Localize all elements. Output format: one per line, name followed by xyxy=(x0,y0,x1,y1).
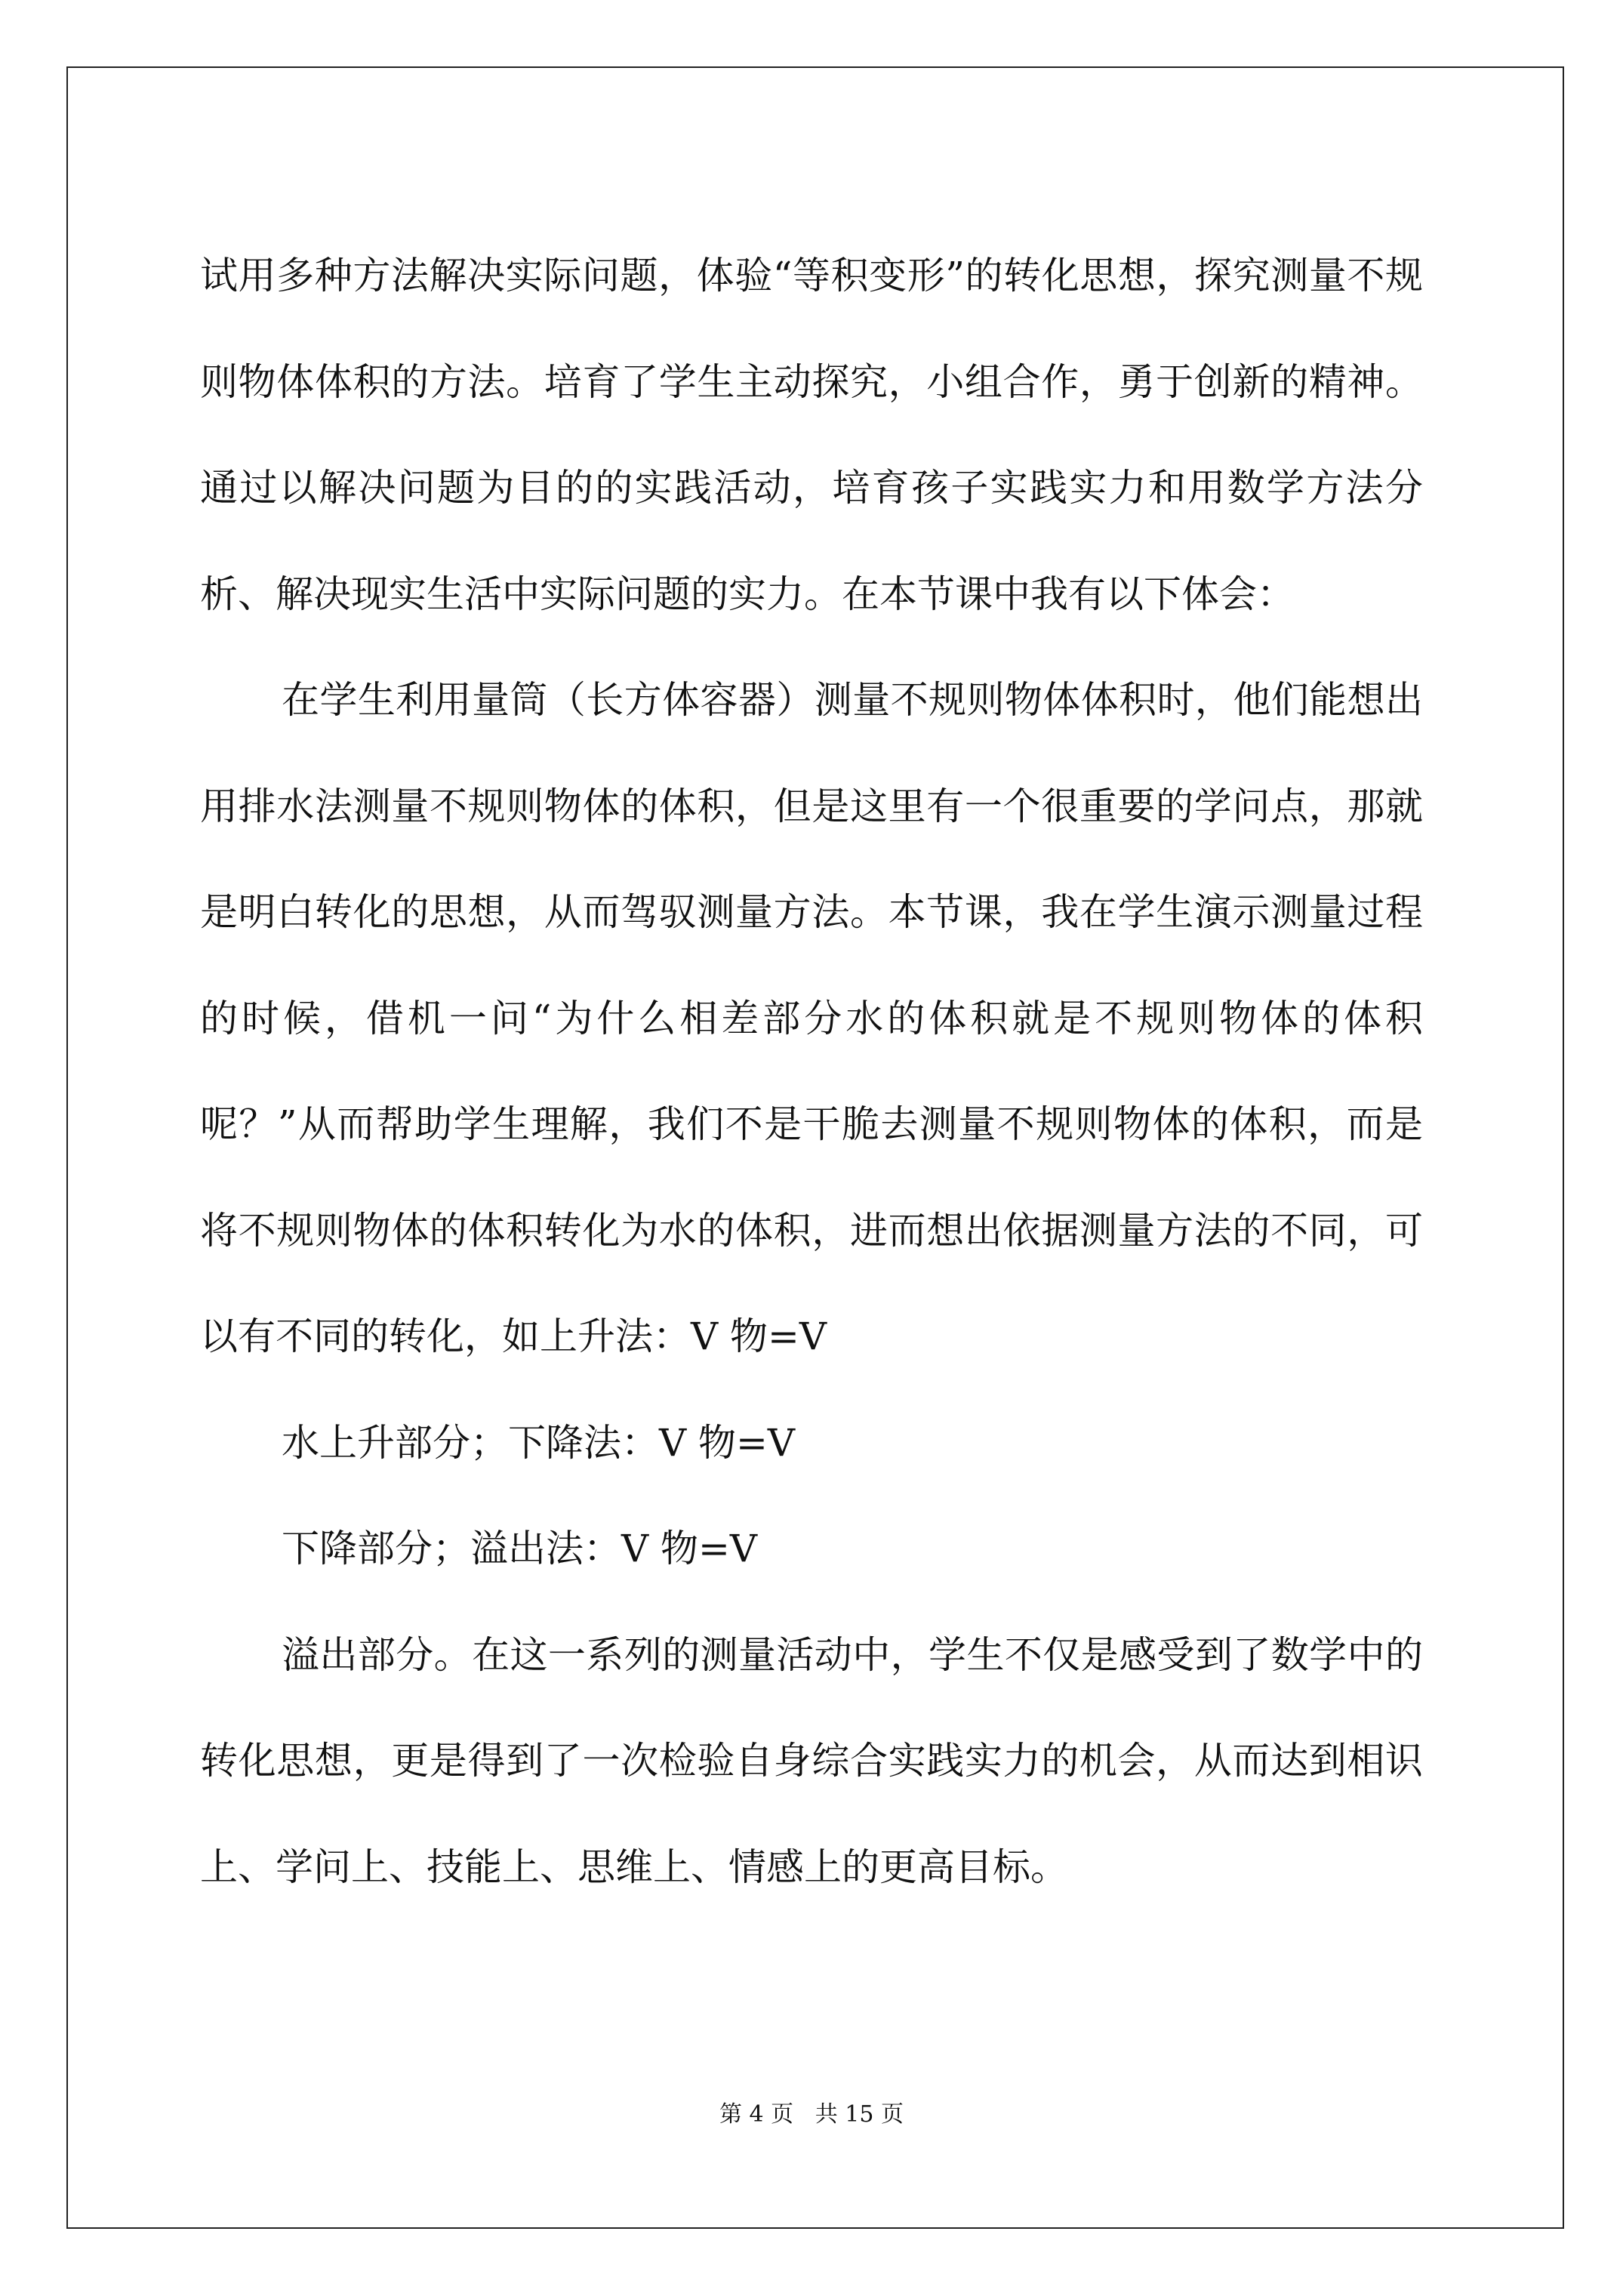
document-body xyxy=(200,223,1423,1920)
paragraph-1: 试用多种方法解决实际问题，体验“等积变形”的转化思想，探究测量不规则物体体积的方法。培育了学生主动探究，小组合作，勇于创新的精神。通过以解决问题为目的的实践活动，培育孩子实践实力和用数学方法分析、解决现实生活中实际问题的实力。在本节课中我有以下体会： xyxy=(200,254,1423,616)
paragraph-4: 下降部分；溢出法：V 物=V xyxy=(282,1527,758,1570)
paragraph-2: 在学生利用量筒（长方体容器）测量不规则物体体积时，他们能想出用排水法测量不规则物体的体积，但是这里有一个很重要的学问点，那就是明白转化的思想，从而驾驭测量方法。本节课，我在学生演示测量过程的时候，借机一问“为什么相差部分水的体积就是不规则物体的体积呢？”从而帮助学生理解，我们不是干脆去测量不规则物体的体积，而是将不规则物体的体积转化为水的体积，进而想出依据测量方法的不同，可以有不同的转化，如上升法：V 物=V xyxy=(200,678,1423,1358)
page-number-footer: 第 4 页 共 15 页 xyxy=(719,2101,904,2128)
paragraph-5: 溢出部分。在这一系列的测量活动中，学生不仅是感受到了数学中的转化思想，更是得到了一次检验自身综合实践实力的机会，从而达到相识上、学问上、技能上、思维上、情感上的更高目标。 xyxy=(200,1632,1423,1889)
paragraph-3: 水上升部分；下降法：V 物=V xyxy=(282,1420,796,1465)
